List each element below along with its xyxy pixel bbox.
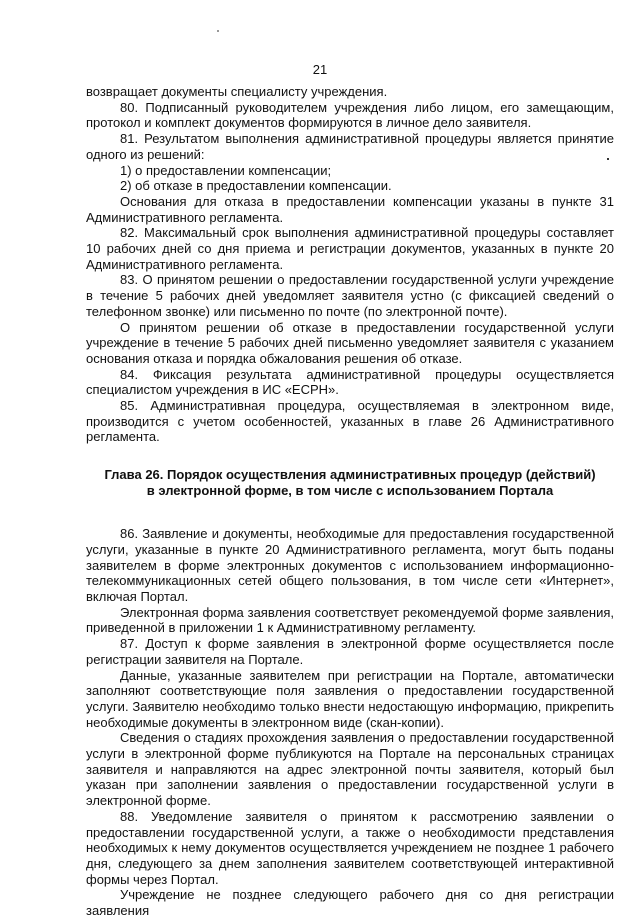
paragraph: Данные, указанные заявителем при регистрации на Портале, автоматически заполняют соответствующие поля заявления о предоставлении государственной услуги. Заявителю необходимо только внести недостающую информацию, прикрепить необходимые документы в электронном виде (скан-копии). [86,667,614,730]
page-number: 21 [312,62,328,77]
paragraph: Электронная форма заявления соответствует рекомендуемой форме заявления, приведенной в приложении 1 к Административному регламенту. [86,604,614,636]
paragraph: 88. Уведомление заявителя о принятом к рассмотрению заявлении о предоставлении государственной услуги, а также о необходимости представления необходимых к нему документов осуществляется учреждением не позднее 1 рабочего дня, следующего за днем заполнения заявителем соответствующей интерактивной формы через Портал. [86,808,614,887]
document-body [86,84,614,919]
paragraph: 82. Максимальный срок выполнения административной процедуры составляет 10 рабочих дней со дня приема и регистрации документов, указанных в пункте 20 Административного регламента. [86,225,614,272]
chapter-title-line-1: Глава 26. Порядок осуществления административных процедур (действий) [104,467,596,483]
paragraph: 85. Административная процедура, осуществляемая в электронном виде, производится с учетом особенностей, указанных в главе 26 Административного регламента. [86,398,614,445]
paragraph: Основания для отказа в предоставлении компенсации указаны в пункте 31 Административного регламента. [86,193,614,225]
paragraph: О принятом решении об отказе в предоставлении государственной услуги учреждение в течение 5 рабочих дней письменно уведомляет заявителя с указанием основания отказа и порядка обжалования решения об отказе. [86,319,614,366]
paragraph: Сведения о стадиях прохождения заявления о предоставлении государственной услуги в электронной форме публикуются на Портале на персональных страницах заявителя и направляются на адрес электронной почты заявителя, который был указан при заполнении заявления о предоставлении государственной услуги в электронной форме. [86,730,614,809]
paragraph: Учреждение не позднее следующего рабочего дня со дня регистрации заявления [86,887,614,919]
scan-speck [217,30,219,32]
chapter-title [86,467,614,499]
paragraph: 87. Доступ к форме заявления в электронной форме осуществляется после регистрации заявителя на Портале. [86,636,614,667]
paragraph: 83. О принятом решении о предоставлении государственной услуги учреждение в течение 5 рабочих дней уведомляет заявителя устно (с фиксацией сведений о телефонном звонке) или письменно по почте (по электронной почте). [86,272,614,319]
paragraph: возвращает документы специалисту учреждения. [86,84,388,99]
section-before-chapter [86,84,614,445]
paragraph: 86. Заявление и документы, необходимые для предоставления государственной услуги, указанные в пункте 20 Административного регламента, могут быть поданы заявителем в форме электронных документов с использованием информационно-телекоммуникационных сетей общего пользования, в том числе сети «Интернет», включая Портал. [86,526,614,604]
chapter-title-line-2: в электронной форме, в том числе с использованием Портала [146,483,554,499]
paragraph: 2) об отказе в предоставлении компенсации. [120,178,392,194]
paragraph: 81. Результатом выполнения административной процедуры является принятие одного из решений: [86,131,614,162]
paragraph: 80. Подписанный руководителем учреждения либо лицом, его замещающим, протокол и комплект документов формируются в личное дело заявителя. [86,99,614,131]
paragraph: 1) о предоставлении компенсации; [120,162,332,178]
paragraph: 84. Фиксация результата административной процедуры осуществляется специалистом учреждения в ИС «ЕСРН». [86,366,614,398]
section-after-chapter [86,526,614,919]
